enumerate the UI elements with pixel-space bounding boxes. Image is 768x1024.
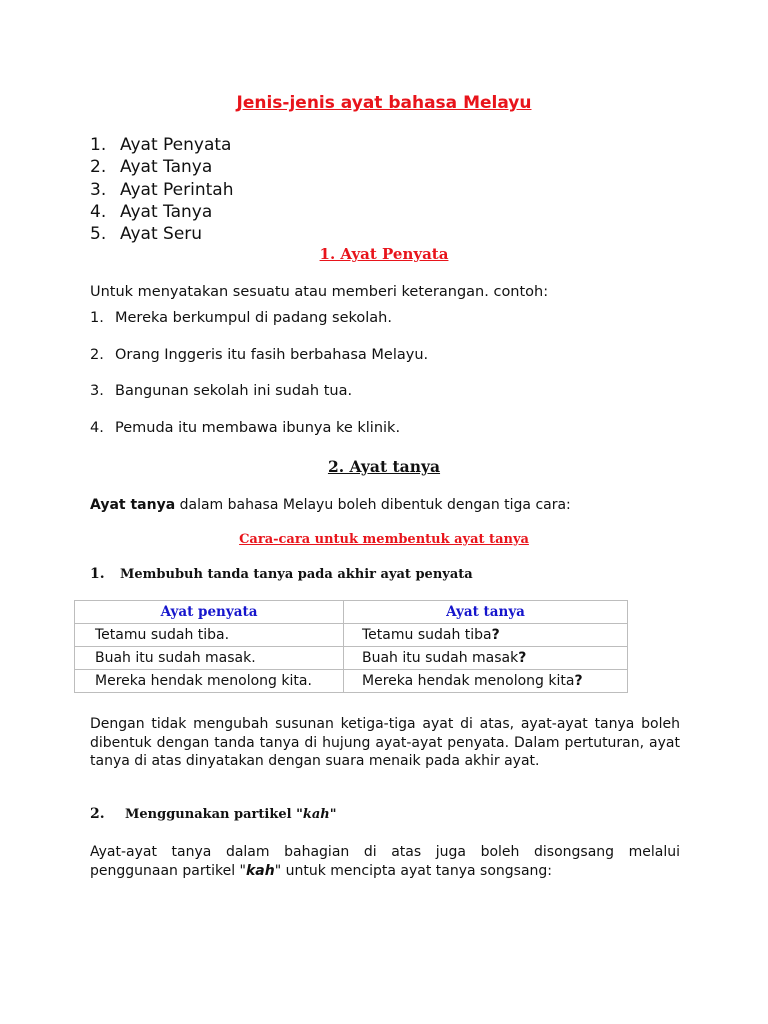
step-heading: 2. Menggunakan partikel "kah" (90, 806, 337, 822)
section-heading-ayat-tanya: 2. Ayat tanya (327, 457, 441, 476)
subsection-heading: Cara-cara untuk membentuk ayat tanya (239, 532, 529, 547)
list-item: 3. Bangunan sekolah ini sudah tua. (90, 383, 353, 400)
list-item: 2. Ayat Tanya (90, 157, 213, 178)
table-row (75, 647, 627, 669)
list-item: 4. Pemuda itu membawa ibunya ke klinik. (90, 419, 401, 436)
table-cell: Mereka hendak menolong kita? (344, 670, 627, 692)
section-intro: Ayat tanya dalam bahasa Melayu boleh dibentuk dengan tiga cara: (90, 497, 571, 513)
table-cell: Tetamu sudah tiba? (344, 624, 627, 646)
document-title: Jenis-jenis ayat bahasa Melayu (236, 93, 532, 113)
body-paragraph: Dengan tidak mengubah susunan ketiga-tiga ayat di atas, ayat-ayat tanya boleh dibentuk dengan tanda tanya di hujung ayat-ayat penyata. Dalam pertuturan, ayat tanya di atas dinyatakan dengan suara menaik pada akhir ayat. (90, 716, 680, 769)
list-item: 4. Ayat Tanya (90, 201, 213, 222)
list-item: 1. Ayat Penyata (90, 135, 232, 155)
table-row (75, 624, 627, 646)
table-header-row (75, 601, 627, 623)
table-cell: Mereka hendak menolong kita. (75, 670, 343, 692)
sentence-types-list (90, 134, 233, 245)
examples-list (90, 308, 428, 454)
column-header: Ayat penyata (75, 601, 343, 623)
list-item: 2. Orang Inggeris itu fasih berbahasa Melayu. (90, 346, 429, 363)
column-header: Ayat tanya (344, 601, 627, 623)
list-item: 5. Ayat Seru (90, 224, 203, 245)
comparison-table (74, 600, 628, 693)
table-cell: Buah itu sudah masak? (344, 647, 627, 669)
section-heading-ayat-penyata: 1. Ayat Penyata (319, 245, 449, 263)
table-row (75, 670, 627, 692)
section-intro: Untuk menyatakan sesuatu atau memberi keterangan. contoh: (90, 284, 549, 300)
list-item: 1. Mereka berkumpul di padang sekolah. (90, 310, 392, 326)
table-cell: Tetamu sudah tiba. (75, 624, 343, 646)
body-paragraph: Ayat-ayat tanya dalam bahagian di atas juga boleh disongsang melalui penggunaan partikel "kah" untuk mencipta ayat tanya songsang: (90, 844, 680, 879)
table-cell: Buah itu sudah masak. (75, 647, 343, 669)
step-heading: 1. Membubuh tanda tanya pada akhir ayat penyata (90, 566, 473, 582)
list-item: 3. Ayat Perintah (90, 179, 234, 200)
